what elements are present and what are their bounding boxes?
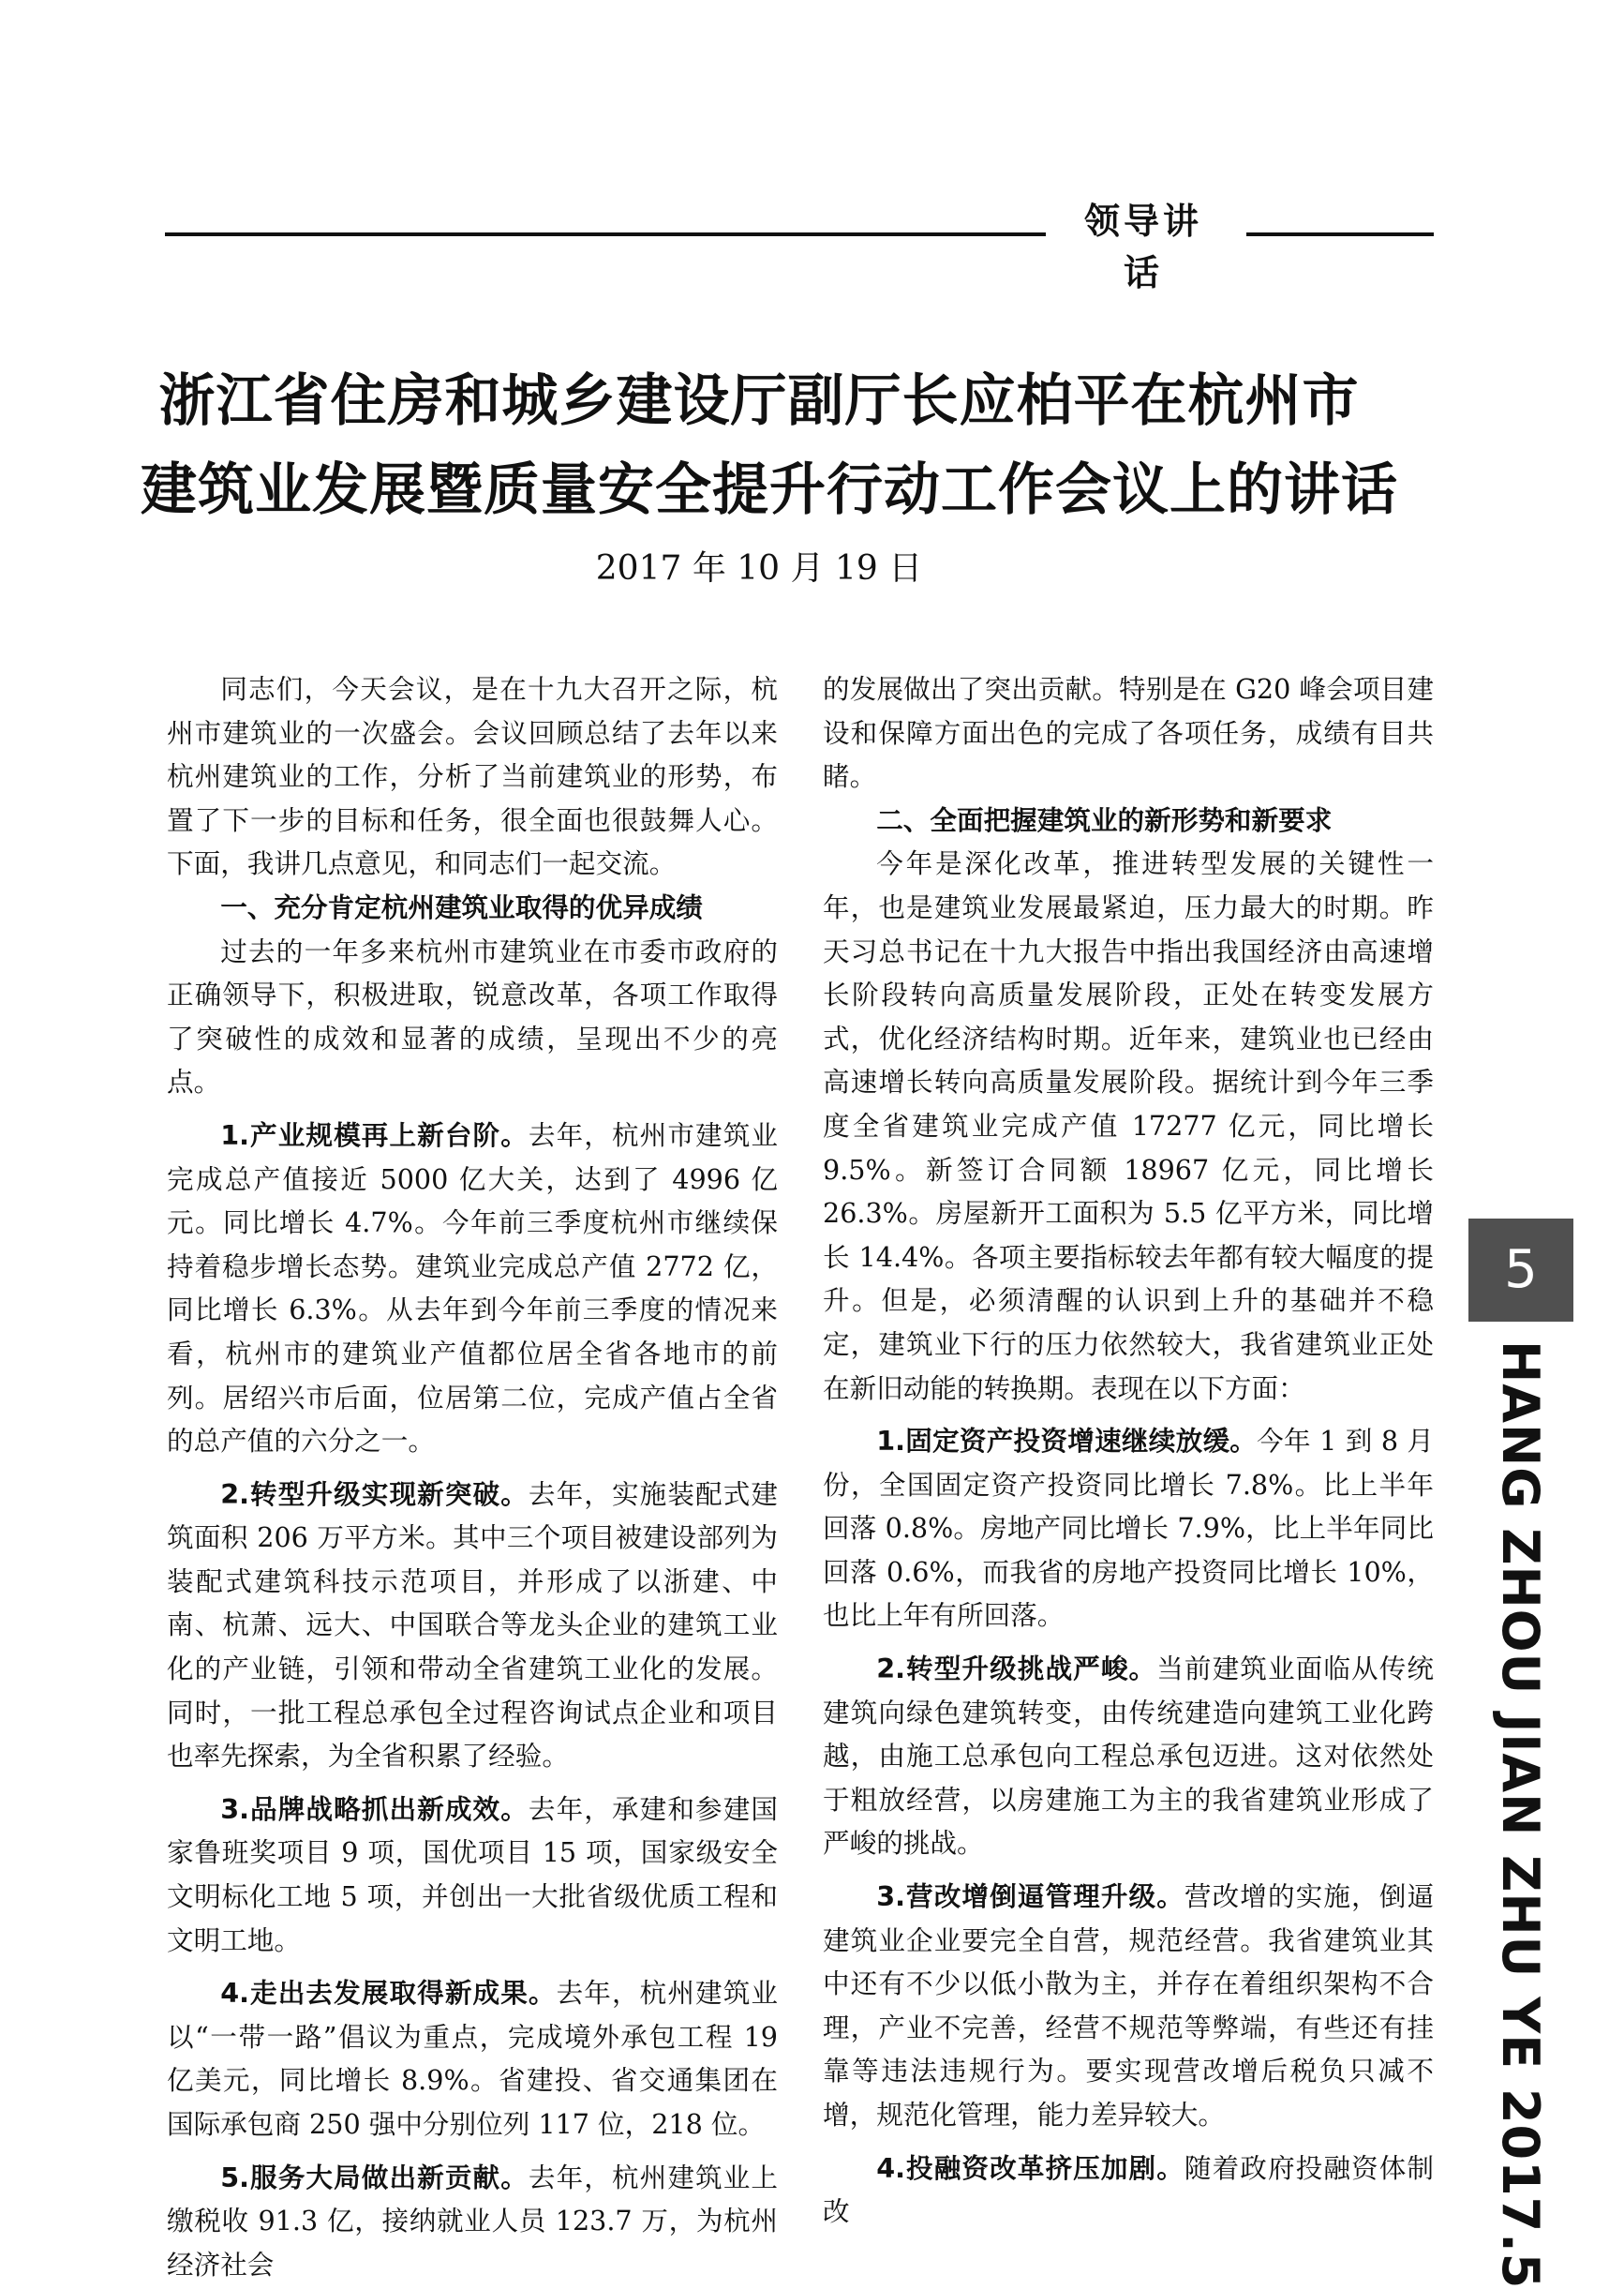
left-column: [167, 667, 778, 2286]
section1-intro: 过去的一年多来杭州市建筑业在市委市政府的正确领导下，积极进取，锐意改革，各项工作取得了突破性的成效和显著的成绩，呈现出不少的亮点。: [167, 935, 778, 1099]
item-title: 2.转型升级挑战严峻。: [876, 1653, 1157, 1685]
item-body: 随着政府投融资体制改: [823, 2151, 1434, 2228]
article-date: 2017 年 10 月 19 日: [595, 549, 923, 588]
header-rule-left: [165, 232, 1046, 236]
item-paragraph: [167, 1473, 778, 1778]
item-body: 营改增的实施，倒逼建筑业企业要完全自营，规范经营。我省建筑业其中还有不少以低小散为主，并存在着组织架构不合理，产业不完善，经营不规范等弊端，有些还有挂靠等违法违规行为。要实现营改增后税负只减不增，规范化管理，能力差异较大。: [823, 1880, 1434, 2131]
item-body: 去年，杭州市建筑业完成总产值接近 5000 亿大关，达到了 4996 亿元。同比增长 4.7%。今年前三季度杭州市继续保持着稳步增长态势。建筑业完成总产值 2772 亿，同比增长 6.3%。从去年到今年前三季度的情况来看，杭州市的建筑业产值都位居全省各地市的前列。居绍兴市后面，位居第二位，完成产值占全省的总产值的六分之一。: [167, 1118, 778, 1458]
article-title-line1: 浙江省住房和城乡建设厅副厅长应柏平在杭州市: [158, 368, 1360, 434]
item-paragraph: [167, 1788, 778, 1962]
column-label: 领导讲话: [1083, 201, 1202, 293]
item-paragraph: [823, 1419, 1434, 1638]
item-paragraph: [823, 1647, 1434, 1865]
item-paragraph: [823, 2147, 1434, 2234]
section1-heading: 一、充分肯定杭州建筑业取得的优异成绩: [220, 890, 703, 923]
item-title: 3.品牌战略抓出新成效。: [220, 1792, 529, 1825]
section2-intro: 今年是深化改革，推进转型发展的关键性一年，也是建筑业发展最紧迫，压力最大的时期。昨天习总书记在十九大报告中指出我国经济由高速增长阶段转向高质量发展阶段，正处在转变发展方式，优化经济结构时期。近年来，建筑业也已经由高速增长转向高质量发展阶段。据统计到今年三季度全省建筑业完成产值 17277 亿元，同比增长 9.5%。新签订合同额 18967 亿元，同比增长 26.3%。房屋新开工面积为 5.5 亿平方米，同比增长 14.4%。各项主要指标较去年都有较大幅度的提升。但是，必须清醒的认识到上升的基础并不稳定，建筑业下行的压力依然较大，我省建筑业正处在新旧动能的转换期。表现在以下方面：: [823, 847, 1434, 1404]
item-paragraph: [167, 1114, 778, 1463]
journal-name-vertical: HANG ZHOU JIAN ZHU YE 2017.5: [1491, 1340, 1550, 2289]
article-title-line2: 建筑业发展暨质量安全提升行动工作会议上的讲话: [141, 457, 1398, 523]
item-body: 去年，承建和参建国家鲁班奖项目 9 项，国优项目 15 项，国家级安全文明标化工地 5 项，并创出一大批省级优质工程和文明工地。: [167, 1792, 778, 1956]
header-rule-right: [1246, 232, 1434, 236]
item-body: 去年，实施装配式建筑面积 206 万平方米。其中三个项目被建设部列为装配式建筑科技示范项目，并形成了以浙建、中南、杭萧、远大、中国联合等龙头企业的建筑工业化的产业链，引领和带动全省建筑工业化的发展。同时，一批工程总承包全过程咨询试点企业和项目也率先探索，为全省积累了经验。: [167, 1477, 778, 1773]
item-paragraph: [823, 1875, 1434, 2137]
item-title: 3.营改增倒逼管理升级。: [876, 1880, 1184, 1913]
page-number-tab: 5: [1468, 1219, 1573, 1322]
right-column: [823, 667, 1434, 2234]
item-title: 2.转型升级实现新突破。: [220, 1477, 529, 1510]
item-body: 当前建筑业面临从传统建筑向绿色建筑转变，由传统建造向建筑工业化跨越，由施工总承包向工程总承包迈进。这对依然处于粗放经营，以房建施工为主的我省建筑业形成了严峻的挑战。: [823, 1653, 1434, 1860]
item-title: 1.产业规模再上新台阶。: [220, 1118, 529, 1151]
item-title: 1.固定资产投资增速继续放缓。: [876, 1425, 1258, 1458]
item-title: 4.投融资改革挤压加剧。: [876, 2151, 1184, 2184]
intro-paragraph: 同志们，今天会议，是在十九大召开之际，杭州市建筑业的一次盛会。会议回顾总结了去年以来杭州建筑业的工作，分析了当前建筑业的形势，布置了下一步的目标和任务，很全面也很鼓舞人心。下面，我讲几点意见，和同志们一起交流。: [167, 673, 778, 880]
section2-heading: 二、全面把握建筑业的新形势和新要求: [876, 803, 1333, 836]
item-body: 去年，杭州建筑业以“一带一路”倡议为重点，完成境外承包工程 19 亿美元，同比增长 8.9%。省建投、省交通集团在国际承包商 250 强中分别位列 117 位，218 位。: [167, 1977, 778, 2140]
item-title: 5.服务大局做出新贡献。: [220, 2161, 529, 2193]
item-body: 去年，杭州建筑业上缴税收 91.3 亿，接纳就业人员 123.7 万，为杭州经济社会: [167, 2161, 778, 2281]
item-title: 4.走出去发展取得新成果。: [220, 1977, 557, 2010]
item-paragraph: [167, 2156, 778, 2287]
item-paragraph: [167, 1971, 778, 2146]
item-body: 今年 1 到 8 月份，全国固定资产投资同比增长 7.8%。比上半年回落 0.8%。房地产同比增长 7.9%，比上半年同比回落 0.6%，而我省的房地产投资同比增长 10%，也比上年有所回落。: [823, 1425, 1434, 1632]
continuation-paragraph: 的发展做出了突出贡献。特别是在 G20 峰会项目建设和保障方面出色的完成了各项任务，成绩有目共睹。: [823, 673, 1434, 793]
